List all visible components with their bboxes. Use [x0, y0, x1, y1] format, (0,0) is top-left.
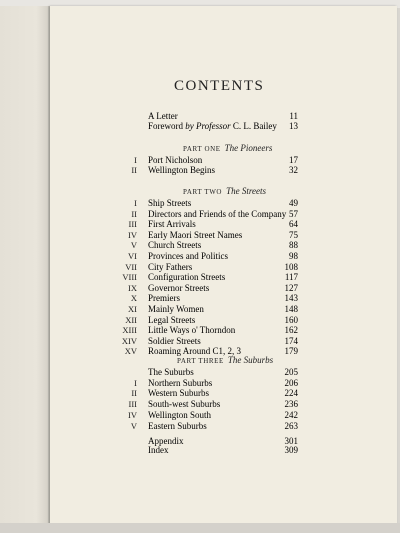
toc-entry-label: Appendix — [148, 436, 184, 446]
part-name: The Streets — [226, 186, 266, 196]
part-name: The Pioneers — [224, 143, 273, 153]
toc-entry-page: 13 — [289, 121, 298, 131]
toc-entry-page: 263 — [284, 420, 298, 431]
toc-entry-label: Northern Suburbs — [148, 377, 213, 388]
toc-entry-label: Provinces and Politics — [148, 251, 228, 261]
toc-entry-label: Configuration Streets — [148, 272, 226, 283]
toc-entry-label: The Suburbs — [148, 367, 194, 377]
toc-entry-page: 11 — [289, 111, 298, 121]
part-name: The Suburbs — [227, 355, 274, 365]
toc-entry-label: Church Streets — [148, 240, 202, 251]
chapter-number: III — [128, 219, 137, 230]
part-heading-label: PART ONE — [183, 145, 221, 153]
chapter-number: X — [130, 293, 137, 304]
toc-entry-label: Index — [148, 445, 169, 455]
toc-entry-page: 17 — [289, 155, 298, 165]
chapter-number: IV — [128, 229, 137, 240]
chapter-number: II — [131, 208, 137, 219]
chapter-number: XV — [124, 346, 137, 357]
left-page-edge — [0, 6, 53, 526]
chapter-number: II — [131, 388, 137, 399]
part-two-heading — [183, 186, 266, 196]
toc-entry-label: Western Suburbs — [148, 388, 210, 399]
toc-entry-label: Roaming Around C1, 2, 3 — [148, 346, 242, 357]
chapter-number: I — [134, 198, 137, 208]
toc-entry-page: 242 — [284, 409, 298, 420]
toc-entry-page: 32 — [289, 165, 298, 175]
foreword-italic: by Professor — [185, 121, 231, 131]
chapter-number: III — [128, 399, 137, 410]
chapter-number: XI — [128, 304, 137, 314]
toc-entry-label: Eastern Suburbs — [148, 420, 207, 431]
chapter-number: XII — [125, 314, 137, 325]
toc-entry-label: Mainly Women — [148, 304, 204, 314]
toc-entry-page: 117 — [284, 272, 298, 283]
toc-entry-label: First Arrivals — [148, 219, 196, 230]
chapter-number: V — [130, 420, 137, 431]
part-heading-label: PART TWO — [183, 188, 223, 196]
toc-entry-page: 160 — [284, 314, 298, 325]
toc-entry-page: 224 — [284, 388, 298, 399]
part-one-heading — [183, 143, 272, 153]
foreword-pre: Foreword — [148, 121, 186, 131]
toc-entry-page: 75 — [289, 229, 298, 240]
toc-entry-page: 88 — [289, 240, 298, 251]
toc-entry-label: Soldier Streets — [148, 335, 201, 346]
toc-entry-page: 127 — [284, 282, 298, 293]
toc-entry-label: Governor Streets — [148, 282, 210, 293]
chapter-number: VI — [128, 251, 137, 261]
toc-entry-page: 108 — [284, 261, 298, 272]
chapter-number: I — [134, 377, 137, 388]
background-bottom — [0, 523, 400, 533]
chapter-number: V — [130, 240, 137, 251]
chapter-number: XIII — [122, 325, 137, 336]
toc-entry-label: Little Ways o' Thorndon — [148, 325, 236, 336]
chapter-number: IV — [128, 409, 137, 420]
toc-entry-label: Directors and Friends of the Company — [148, 208, 287, 219]
toc-entry-page: 148 — [284, 304, 298, 314]
toc-entry-page: 205 — [284, 367, 298, 377]
toc-entry-label: Ship Streets — [148, 198, 192, 208]
chapter-number: VIII — [122, 272, 137, 283]
part-three-heading — [177, 355, 273, 365]
chapter-number: II — [131, 165, 137, 175]
toc-entry-label: Early Maori Street Names — [148, 229, 243, 240]
toc-entry-label: Wellington South — [148, 409, 212, 420]
toc-entry-page: 64 — [289, 219, 298, 230]
chapter-number: VII — [125, 261, 137, 272]
toc-entry-page: 143 — [284, 293, 298, 304]
chapter-number: XIV — [121, 335, 137, 346]
toc-entry-label: Premiers — [148, 293, 180, 304]
part-heading-label: PART THREE — [177, 357, 224, 365]
toc-entry-page: 236 — [284, 399, 298, 410]
toc-entry-label — [148, 121, 277, 131]
toc-entry-page: 49 — [289, 198, 298, 208]
toc-entry-label: South-west Suburbs — [148, 399, 221, 410]
toc-entry-page: 162 — [284, 325, 298, 336]
chapter-number: IX — [128, 282, 137, 293]
toc-entry-page: 57 — [289, 208, 298, 219]
toc-entry-page: 309 — [284, 445, 298, 455]
toc-entry-page: 174 — [284, 335, 298, 346]
chapter-number: I — [134, 155, 137, 165]
toc-entry-label: City Fathers — [148, 261, 193, 272]
toc-entry-page: 179 — [284, 346, 298, 357]
page-title: CONTENTS — [174, 78, 265, 94]
foreword-post: C. L. Bailey — [230, 121, 277, 131]
toc-entry-label: Port Nicholson — [148, 155, 203, 165]
toc-entry-label: Wellington Begins — [148, 165, 216, 175]
toc-entry-label: Legal Streets — [148, 314, 196, 325]
toc-entry-page: 98 — [289, 251, 298, 261]
toc-entry-page: 206 — [284, 377, 298, 388]
toc-entry-page: 301 — [284, 436, 298, 446]
toc-entry-label: A Letter — [148, 111, 178, 121]
